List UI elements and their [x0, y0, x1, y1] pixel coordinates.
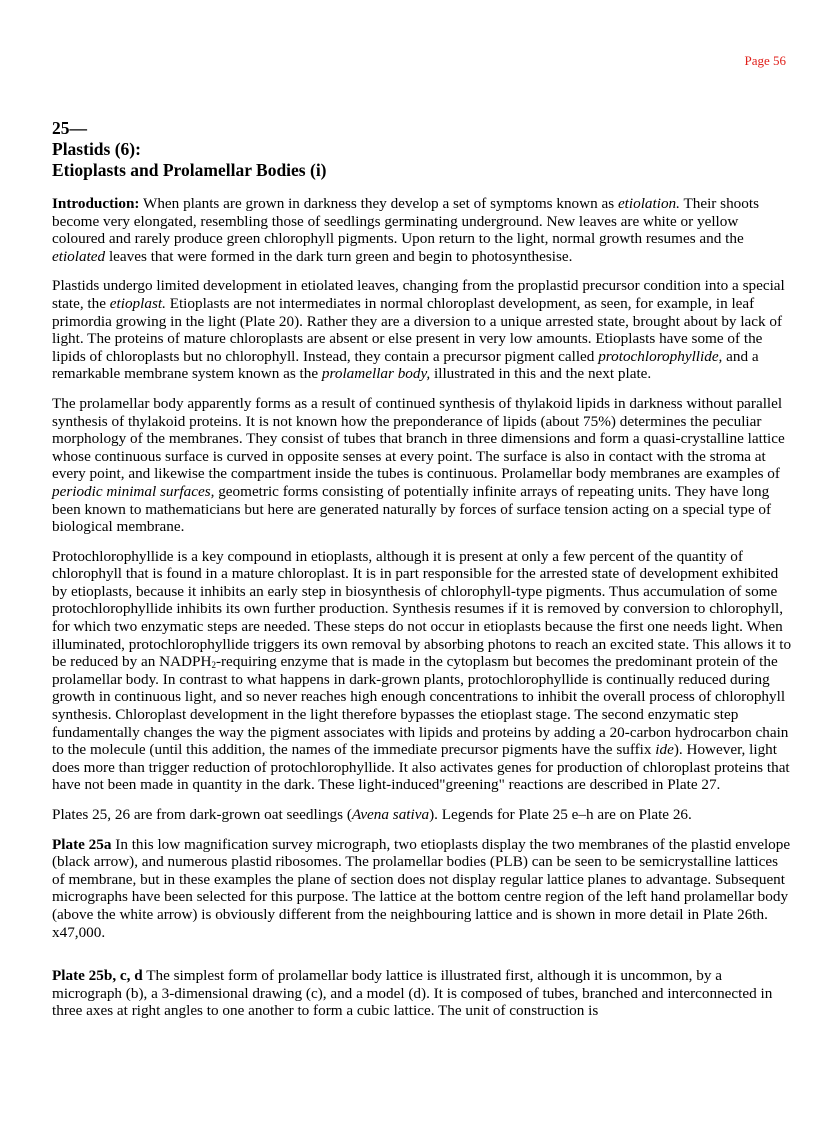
text-run: The prolamellar body apparently forms as a result of continued synthesis of thylakoid lipids in darkness without parallel synthesis of thylakoid proteins. It is not known how the preponderance of lipids (about 75%) determines the peculiar morphology of the membranes. They consist of tubes that branch in three dimensions and form a quasi-crystalline lattice whose continuous surface is curved in opposite senses at every point. The surface is also in contact with the stroma at every point, and likewise the compartment inside the tubes is continuous. Prolamellar body membranes are examples of: [52, 394, 785, 483]
italic-term: periodic minimal surfaces,: [52, 482, 215, 500]
prolamellar-body-paragraph: [52, 395, 792, 536]
plate-label: Plate 25a: [52, 835, 112, 853]
text-run: Plastids undergo limited development in etiolated leaves, changing from the proplastid precursor condition into a special state, the: [52, 277, 785, 312]
text-run: Their shoots become very elongated, resembling those of seedlings germinating underground. New leaves are white or yellow coloured and rarely produce green chlorophyll pigments. Upon return to the light, normal growth resumes and the: [52, 195, 759, 248]
text-run: The simplest form of prolamellar body lattice is illustrated first, although it is uncommon, by a micrograph (b), a 3-dimensional drawing (c), and a model (d). It is composed of tubes, branched and interconnected in three axes at right angles to one another to form a cubic lattice. The unit of construction is: [52, 967, 773, 1020]
text-run: ). However, light does more than trigger reduction of protochlorophyllide. It also activates genes for production of chloroplast proteins that have not been made in quantity in the dark. These light-induced"greening" reactions are described in Plate 27.: [52, 741, 790, 794]
italic-term: prolamellar body,: [321, 365, 431, 383]
italic-term: etiolated: [52, 247, 106, 265]
italic-term: etiolation.: [617, 195, 680, 212]
text-run: illustrated in this and the next plate.: [430, 365, 652, 383]
protochlorophyllide-paragraph: [52, 548, 792, 794]
plate-25bcd-legend: [52, 967, 792, 1020]
text-run: geometric forms consisting of potentially infinite arrays of repeating units. They have long been known to mathematicians but here are generated naturally by forces of surface tension acting on a special type of biological membrane.: [52, 482, 772, 536]
italic-term: etioplast.: [109, 294, 166, 312]
species-name: Avena sativa: [351, 806, 430, 823]
text-run: When plants are grown in darkness they develop a set of symptoms known as: [139, 195, 618, 212]
subscript: 2: [211, 660, 216, 671]
text-run: ). Legends for Plate 25 e–h are on Plate 26.: [429, 806, 692, 823]
introduction-lead: Introduction:: [52, 195, 140, 212]
chapter-series: Plastids (6):: [52, 139, 141, 159]
document-body: [52, 118, 792, 1032]
text-run: Protochlorophyllide is a key compound in etioplasts, although it is present at only a few percent of the quantity of chlorophyll that is found in a mature chloroplast. It is in part responsible for the arrested state of development exhibited by etioplasts, because it inhibits an early step in biosynthesis of chlorophyll-type pigments. Thus accumulation of some protochlorophyllide inhibits its own further production. Synthesis resumes if it is removed by conversion to chlorophyll, for which two enzymatic steps are needed. These steps do not occur in etioplasts because the first one needs light. When illuminated, protochlorophyllide triggers its own removal by absorbing photons to reach an excited state. This allows it to be reduced by an NADPH: [52, 547, 792, 671]
etioplast-paragraph: [52, 277, 792, 383]
chapter-heading: [52, 118, 792, 181]
text-run: and a remarkable membrane system known as the: [52, 347, 759, 383]
chapter-title: Etioplasts and Prolamellar Bodies (i): [52, 160, 327, 180]
text-run: leaves that were formed in the dark turn green and begin to photosynthesise.: [105, 247, 573, 265]
chapter-number: 25—: [52, 118, 87, 138]
plate-label: Plate 25b, c, d: [52, 967, 143, 985]
text-run: In this low magnification survey micrograph, two etioplasts display the two membranes of the plastid envelope (black arrow), and numerous plastid ribosomes. The prolamellar bodies (PLB) can be seen to be semicrystalline lattices of membrane, but in these examples the plane of section does not display regular lattice planes to advantage. Subsequent micrographs have been selected for this purpose. The lattice at the bottom centre region of the left hand prolamellar body (above the white arrow) is obviously different from the neighbouring lattice and is shown in more detail in Plate 26th. x47,000.: [52, 835, 791, 941]
page-number: Page 56: [744, 53, 786, 68]
text-run: Etioplasts are not intermediates in normal chloroplast development, as seen, for example, in leaf primordia growing in the light (Plate 20). Rather they are a diversion to a unique arrested state, brought about by lack of light. The proteins of mature chloroplasts are absent or else present in very low amounts. Etioplasts have some of the lipids of chloroplasts but no chlorophyll. Instead, they contain a precursor pigment called: [52, 294, 783, 365]
species-note-paragraph: [52, 806, 792, 824]
italic-term: protochlorophyllide,: [598, 347, 723, 365]
introduction-paragraph: [52, 195, 792, 265]
plate-25a-legend: [52, 836, 792, 942]
text-run: Plates 25, 26 are from dark-grown oat seedlings (: [52, 806, 352, 823]
text-run: -requiring enzyme that is made in the cytoplasm but becomes the predominant protein of the prolamellar body. In contrast to what happens in dark-grown plants, protochlorophyllide is continually reduced during growth in continuous light, and so never reaches high enough concentrations to inhibit the overall process of chlorophyll synthesis. Chloroplast development in the light therefore bypasses the etioplast stage. The second enzymatic step fundamentally changes the way the pigment associates with lipids and proteins by adding a 20-carbon hydrocarbon chain to the molecule (until this addition, the names of the immediate precursor pigments have the suffix: [52, 653, 789, 759]
italic-term: ide: [655, 741, 674, 759]
